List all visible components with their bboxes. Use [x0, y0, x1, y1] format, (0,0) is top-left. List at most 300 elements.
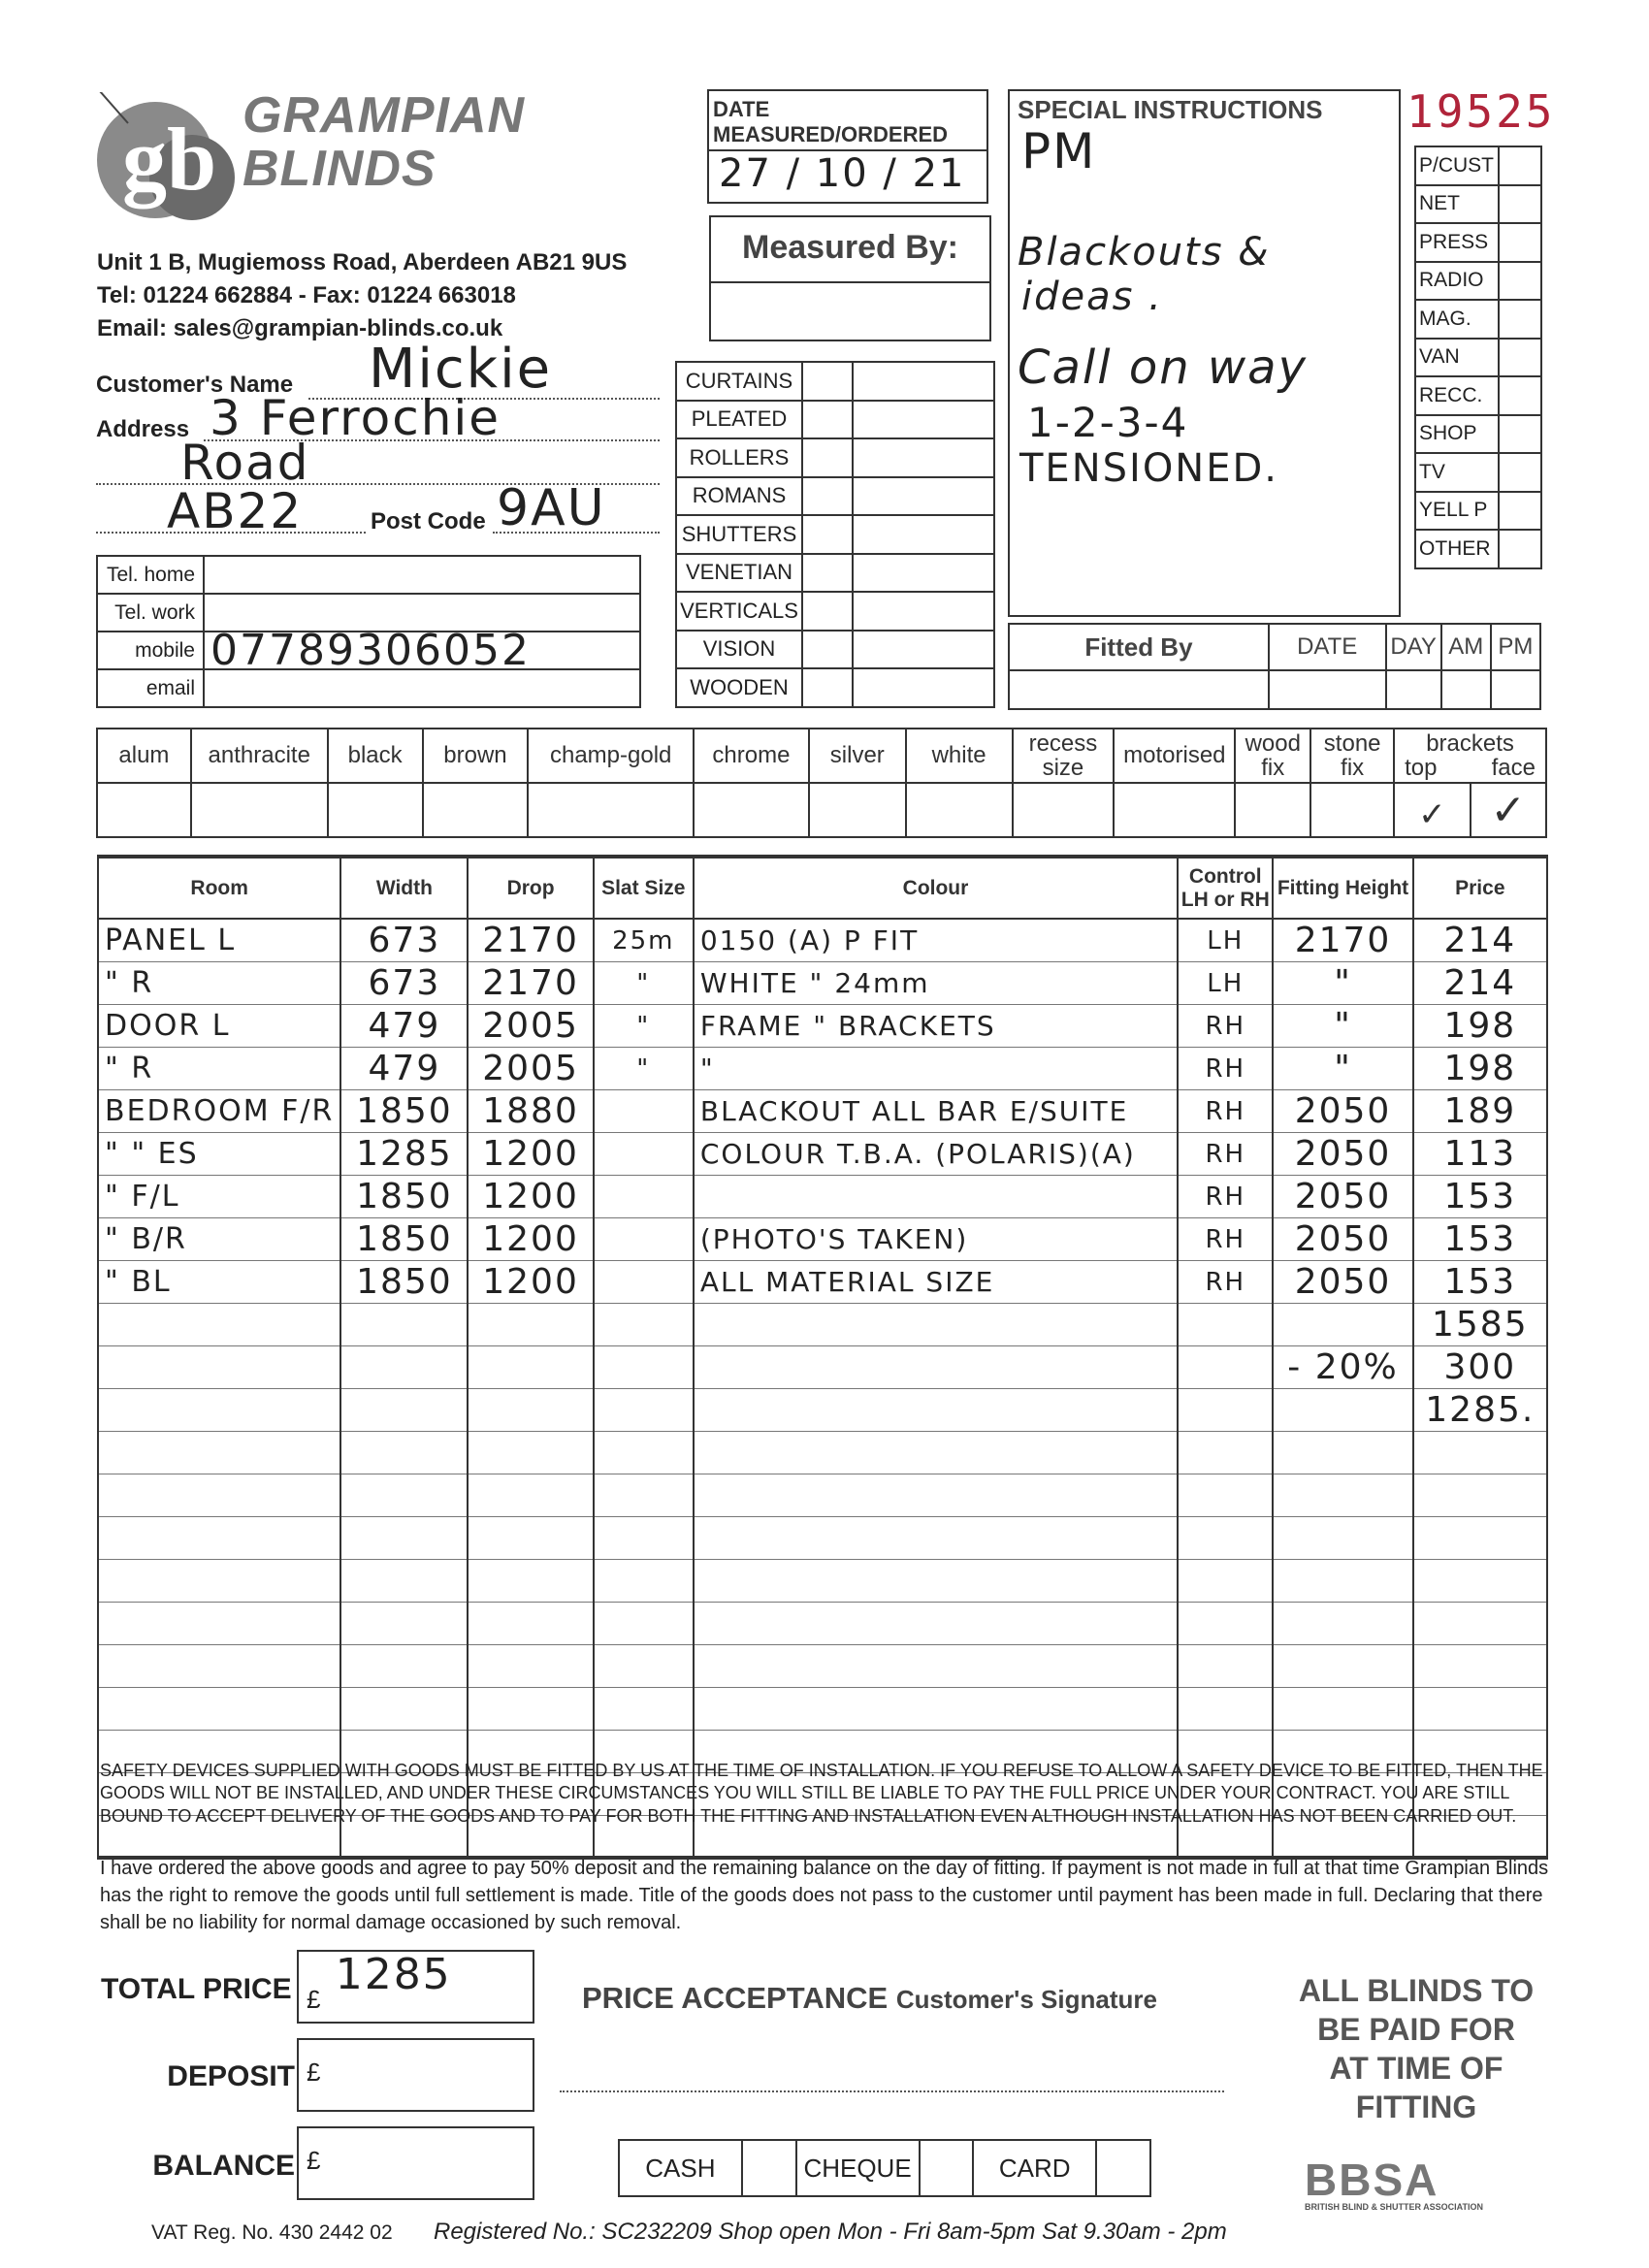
source-checkbox[interactable] — [1499, 300, 1541, 339]
order-cell-slat[interactable] — [594, 1602, 694, 1644]
order-cell-price[interactable] — [1413, 1602, 1547, 1644]
order-cell-colour[interactable] — [694, 1559, 1178, 1602]
product-type-notes[interactable] — [853, 515, 994, 554]
contact-label: mobile — [97, 632, 204, 669]
order-cell-colour[interactable] — [694, 1687, 1178, 1730]
product-type-row — [676, 631, 994, 669]
option-checkbox[interactable] — [906, 783, 1013, 837]
postcode-value[interactable]: 9AU — [497, 479, 606, 537]
product-type-notes[interactable] — [853, 362, 994, 401]
order-cell-drop[interactable] — [468, 961, 593, 1004]
order-cell-room[interactable] — [98, 1644, 340, 1687]
order-cell-fitting[interactable] — [1273, 1388, 1412, 1431]
order-value-fitting: 2050 — [1294, 1262, 1392, 1302]
order-cell-price[interactable] — [1413, 1687, 1547, 1730]
date-label-line1: DATE — [713, 97, 770, 121]
fitted-am-value[interactable] — [1441, 670, 1491, 709]
brackets-checkboxes — [1394, 783, 1546, 837]
col-room: Room — [98, 857, 340, 919]
special-instructions-line-5[interactable]: 1-2-3-4 — [1027, 399, 1189, 446]
product-type-checkbox[interactable] — [802, 631, 853, 669]
order-cell-room[interactable] — [98, 1687, 340, 1730]
order-cell-price[interactable] — [1413, 919, 1547, 961]
order-cell-control[interactable] — [1178, 1217, 1273, 1260]
option-checkbox[interactable] — [423, 783, 529, 837]
order-cell-drop[interactable] — [468, 1474, 593, 1516]
order-cell-price[interactable] — [1413, 1089, 1547, 1132]
order-cell-width[interactable] — [340, 1004, 468, 1047]
address-value-3[interactable]: AB22 — [167, 483, 304, 539]
source-checkbox[interactable] — [1499, 223, 1541, 262]
order-cell-colour[interactable] — [694, 961, 1178, 1004]
product-type-notes[interactable] — [853, 438, 994, 477]
notice-line-4: FITTING — [1355, 2090, 1477, 2124]
order-cell-control[interactable] — [1178, 1132, 1273, 1175]
order-cell-slat[interactable] — [594, 961, 694, 1004]
customer-name-label: Customer's Name — [96, 372, 294, 398]
order-cell-control[interactable] — [1178, 1644, 1273, 1687]
order-cell-price[interactable] — [1413, 1431, 1547, 1474]
product-type-notes[interactable] — [853, 592, 994, 631]
order-cell-control[interactable] — [1178, 1303, 1273, 1345]
order-cell-room[interactable] — [98, 1602, 340, 1644]
order-cell-control[interactable] — [1178, 1388, 1273, 1431]
order-cell-drop[interactable] — [468, 1687, 593, 1730]
deposit-box[interactable] — [297, 2038, 534, 2112]
order-cell-fitting[interactable] — [1273, 1132, 1412, 1175]
option-checkbox[interactable] — [328, 783, 423, 837]
source-label: NET — [1415, 185, 1499, 224]
order-cell-colour[interactable] — [694, 1089, 1178, 1132]
source-checkbox[interactable] — [1499, 492, 1541, 531]
order-value-price: 198 — [1443, 1049, 1517, 1088]
source-checkbox[interactable] — [1499, 530, 1541, 568]
order-value-fitting: 2170 — [1294, 921, 1392, 961]
order-cell-price[interactable] — [1413, 1260, 1547, 1303]
brackets-face-tick[interactable]: ✓ — [1490, 787, 1527, 834]
special-instructions-line-2[interactable]: Blackouts & — [1018, 230, 1271, 275]
payment-notice — [1261, 1971, 1571, 2126]
order-cell-colour[interactable] — [694, 1474, 1178, 1516]
order-cell-drop[interactable] — [468, 1217, 593, 1260]
order-cell-price[interactable] — [1413, 1388, 1547, 1431]
order-cell-drop[interactable] — [468, 1644, 593, 1687]
postcode-label: Post Code — [371, 508, 486, 535]
fitted-by-value[interactable] — [1009, 670, 1269, 709]
contact-value[interactable]: 07789306052 — [204, 632, 640, 669]
order-cell-price[interactable] — [1413, 1474, 1547, 1516]
order-cell-width[interactable] — [340, 1345, 468, 1388]
special-instructions-label: SPECIAL INSTRUCTIONS — [1018, 95, 1323, 124]
order-cell-slat[interactable] — [594, 1132, 694, 1175]
order-cell-colour[interactable] — [694, 1345, 1178, 1388]
order-cell-width[interactable] — [340, 961, 468, 1004]
order-cell-price[interactable] — [1413, 1217, 1547, 1260]
brackets-top-tick[interactable]: ✓ — [1395, 784, 1471, 836]
order-cell-control[interactable] — [1178, 1516, 1273, 1559]
contact-value[interactable] — [204, 669, 640, 707]
order-cell-control[interactable] — [1178, 1175, 1273, 1217]
special-instructions-line-4[interactable]: Call on way — [1018, 340, 1308, 395]
order-cell-control[interactable] — [1178, 1260, 1273, 1303]
product-type-notes[interactable] — [853, 477, 994, 516]
registered-info: Registered No.: SC232209 Shop open Mon - Fri 8am-5pm Sat 9.30am - 2pm — [434, 2219, 1227, 2245]
total-price-value[interactable]: 1285 — [335, 1950, 452, 1999]
order-cell-width[interactable] — [340, 1687, 468, 1730]
product-type-checkbox[interactable] — [802, 515, 853, 554]
product-type-notes[interactable] — [853, 401, 994, 439]
order-value-slat: " — [636, 968, 651, 998]
order-cell-drop[interactable] — [468, 1260, 593, 1303]
order-cell-drop[interactable] — [468, 1431, 593, 1474]
order-cell-slat[interactable] — [594, 1644, 694, 1687]
source-row — [1415, 530, 1541, 568]
address-value-1[interactable]: 3 Ferrochie — [210, 390, 501, 446]
order-value-colour: ALL MATERIAL SIZE — [699, 1265, 995, 1298]
order-cell-width[interactable] — [340, 1217, 468, 1260]
order-cell-control[interactable] — [1178, 1431, 1273, 1474]
order-cell-fitting[interactable] — [1273, 1559, 1412, 1602]
order-cell-room[interactable] — [98, 1559, 340, 1602]
order-cell-room[interactable] — [98, 1303, 340, 1345]
order-cell-width[interactable] — [340, 1260, 468, 1303]
product-type-label: VISION — [676, 631, 802, 669]
option-label: stone fix — [1310, 729, 1394, 783]
order-row — [98, 1559, 1547, 1602]
order-cell-width[interactable] — [340, 1644, 468, 1687]
order-cell-room[interactable] — [98, 1089, 340, 1132]
order-cell-room[interactable] — [98, 1217, 340, 1260]
product-type-checkbox[interactable] — [802, 438, 853, 477]
order-cell-room[interactable] — [98, 1175, 340, 1217]
price-acceptance-label: PRICE ACCEPTANCE — [582, 1981, 889, 2015]
payment-method-label: CHEQUE — [796, 2140, 920, 2196]
product-type-checkbox[interactable] — [802, 401, 853, 439]
option-label: chrome — [694, 729, 809, 783]
brackets-header — [1394, 729, 1546, 783]
order-cell-price[interactable] — [1413, 961, 1547, 1004]
source-label: MAG. — [1415, 300, 1499, 339]
order-cell-colour[interactable] — [694, 1217, 1178, 1260]
order-cell-drop[interactable] — [468, 1345, 593, 1388]
product-type-checkbox[interactable] — [802, 477, 853, 516]
fitted-by-label: Fitted By — [1009, 624, 1269, 670]
order-cell-room[interactable] — [98, 1388, 340, 1431]
contact-label: Tel. work — [97, 594, 204, 632]
order-cell-drop[interactable] — [468, 919, 593, 961]
order-cell-fitting[interactable] — [1273, 1175, 1412, 1217]
order-cell-fitting[interactable] — [1273, 1516, 1412, 1559]
order-cell-colour[interactable] — [694, 1644, 1178, 1687]
company-name-line1: GRAMPIAN — [242, 87, 526, 144]
order-cell-drop[interactable] — [468, 1132, 593, 1175]
order-cell-room[interactable] — [98, 1047, 340, 1089]
order-cell-width[interactable] — [340, 1303, 468, 1345]
order-cell-fitting[interactable] — [1273, 961, 1412, 1004]
order-cell-width[interactable] — [340, 1047, 468, 1089]
order-cell-width[interactable] — [340, 1474, 468, 1516]
order-cell-colour[interactable] — [694, 919, 1178, 961]
order-cell-width[interactable] — [340, 1175, 468, 1217]
order-cell-room[interactable] — [98, 1260, 340, 1303]
order-cell-fitting[interactable] — [1273, 1217, 1412, 1260]
order-value-drop: 2005 — [482, 1049, 579, 1088]
order-cell-slat[interactable] — [594, 1004, 694, 1047]
order-cell-width[interactable] — [340, 1559, 468, 1602]
source-row — [1415, 185, 1541, 224]
product-type-checkbox[interactable] — [802, 668, 853, 707]
order-cell-fitting[interactable] — [1273, 1687, 1412, 1730]
balance-label: BALANCE — [152, 2150, 295, 2182]
product-type-row — [676, 438, 994, 477]
option-label: anthracite — [191, 729, 328, 783]
order-cell-fitting[interactable] — [1273, 1345, 1412, 1388]
order-value-width: 479 — [368, 1049, 441, 1088]
order-cell-fitting[interactable] — [1273, 1644, 1412, 1687]
source-checkbox[interactable] — [1499, 453, 1541, 492]
order-cell-control[interactable] — [1178, 1602, 1273, 1644]
order-cell-colour[interactable] — [694, 1047, 1178, 1089]
option-checkbox[interactable] — [809, 783, 906, 837]
payment-method-checkbox[interactable] — [920, 2140, 974, 2196]
order-cell-fitting[interactable] — [1273, 1004, 1412, 1047]
order-value-width: 1285 — [356, 1134, 453, 1174]
order-cell-colour[interactable] — [694, 1132, 1178, 1175]
address-value-2[interactable]: Road — [180, 435, 310, 491]
order-cell-slat[interactable] — [594, 1303, 694, 1345]
option-label: white — [906, 729, 1013, 783]
order-cell-control[interactable] — [1178, 1004, 1273, 1047]
order-cell-slat[interactable] — [594, 1047, 694, 1089]
contact-label: email — [97, 669, 204, 707]
vat-number: VAT Reg. No. 430 2442 02 — [151, 2221, 393, 2244]
order-cell-slat[interactable] — [594, 919, 694, 961]
option-checkbox[interactable] — [1235, 783, 1310, 837]
product-type-checkbox[interactable] — [802, 362, 853, 401]
company-logo — [95, 92, 241, 228]
order-value-price: 1585 — [1432, 1305, 1529, 1345]
order-cell-slat[interactable] — [594, 1260, 694, 1303]
order-value-control: LH — [1207, 968, 1245, 998]
order-cell-slat[interactable] — [594, 1175, 694, 1217]
date-box — [707, 89, 988, 204]
order-cell-price[interactable] — [1413, 1047, 1547, 1089]
order-cell-slat[interactable] — [594, 1345, 694, 1388]
order-value-control: RH — [1205, 1053, 1246, 1084]
colour-options-table — [96, 728, 1547, 838]
source-checkbox[interactable] — [1499, 339, 1541, 377]
order-cell-fitting[interactable] — [1273, 1602, 1412, 1644]
brackets-top-label: top — [1405, 755, 1438, 781]
notice-line-1: ALL BLINDS TO — [1298, 1973, 1535, 2008]
order-cell-drop[interactable] — [468, 1559, 593, 1602]
order-cell-control[interactable] — [1178, 1687, 1273, 1730]
fitted-pm-value[interactable] — [1491, 670, 1540, 709]
order-cell-slat[interactable] — [594, 1687, 694, 1730]
special-instructions-line-1[interactable]: PM — [1021, 123, 1097, 179]
order-value-control: RH — [1205, 1139, 1246, 1169]
source-checkbox[interactable] — [1499, 376, 1541, 415]
product-type-notes[interactable] — [853, 631, 994, 669]
fitted-day-value[interactable] — [1386, 670, 1441, 709]
product-type-notes[interactable] — [853, 668, 994, 707]
order-cell-width[interactable] — [340, 1132, 468, 1175]
order-cell-price[interactable] — [1413, 1303, 1547, 1345]
order-cell-colour[interactable] — [694, 1004, 1178, 1047]
order-cell-room[interactable] — [98, 919, 340, 961]
brackets-label: brackets — [1426, 729, 1514, 757]
source-checkbox[interactable] — [1499, 262, 1541, 301]
order-cell-price[interactable] — [1413, 1644, 1547, 1687]
order-cell-slat[interactable] — [594, 1516, 694, 1559]
source-checkbox[interactable] — [1499, 415, 1541, 454]
order-cell-fitting[interactable] — [1273, 1047, 1412, 1089]
order-cell-control[interactable] — [1178, 1559, 1273, 1602]
company-phone: Tel: 01224 662884 - Fax: 01224 663018 — [97, 282, 516, 309]
price-acceptance — [582, 1981, 1157, 2016]
order-cell-fitting[interactable] — [1273, 1431, 1412, 1474]
order-cell-drop[interactable] — [468, 1602, 593, 1644]
order-cell-width[interactable] — [340, 1516, 468, 1559]
order-cell-colour[interactable] — [694, 1260, 1178, 1303]
product-type-label: VENETIAN — [676, 554, 802, 593]
order-cell-room[interactable] — [98, 961, 340, 1004]
order-value-control: RH — [1205, 1224, 1246, 1254]
order-cell-slat[interactable] — [594, 1474, 694, 1516]
order-cell-colour[interactable] — [694, 1388, 1178, 1431]
payment-method-table — [618, 2139, 1151, 2197]
order-cell-price[interactable] — [1413, 1516, 1547, 1559]
order-value-fitting: 2050 — [1294, 1177, 1392, 1216]
order-cell-slat[interactable] — [594, 1217, 694, 1260]
order-cell-control[interactable] — [1178, 1345, 1273, 1388]
order-cell-colour[interactable] — [694, 1431, 1178, 1474]
source-label: YELL P — [1415, 492, 1499, 531]
order-cell-fitting[interactable] — [1273, 1089, 1412, 1132]
order-cell-drop[interactable] — [468, 1004, 593, 1047]
product-type-checkbox[interactable] — [802, 554, 853, 593]
option-checkbox[interactable] — [97, 783, 191, 837]
order-cell-fitting[interactable] — [1273, 1260, 1412, 1303]
option-checkbox[interactable] — [528, 783, 694, 837]
order-cell-width[interactable] — [340, 1431, 468, 1474]
order-cell-price[interactable] — [1413, 1004, 1547, 1047]
order-cell-fitting[interactable] — [1273, 1303, 1412, 1345]
order-cell-width[interactable] — [340, 1602, 468, 1644]
order-cell-drop[interactable] — [468, 1388, 593, 1431]
order-cell-colour[interactable] — [694, 1602, 1178, 1644]
source-checkbox[interactable] — [1499, 146, 1541, 185]
order-value-room: " R — [105, 965, 154, 1000]
order-cell-colour[interactable] — [694, 1175, 1178, 1217]
option-checkbox[interactable] — [1114, 783, 1235, 837]
bbsa-full: BRITISH BLIND & SHUTTER ASSOCIATION — [1305, 2202, 1483, 2212]
customer-name-value[interactable]: Mickie — [369, 338, 553, 401]
order-cell-price[interactable] — [1413, 1132, 1547, 1175]
order-cell-slat[interactable] — [594, 1559, 694, 1602]
col-drop: Drop — [468, 857, 593, 919]
order-cell-control[interactable] — [1178, 961, 1273, 1004]
option-checkbox[interactable] — [694, 783, 809, 837]
order-value-colour: COLOUR T.B.A. (POLARIS)(A) — [699, 1137, 1136, 1170]
col-control: Control LH or RH — [1178, 857, 1273, 919]
source-row — [1415, 453, 1541, 492]
source-row — [1415, 339, 1541, 377]
order-cell-drop[interactable] — [468, 1089, 593, 1132]
fitted-date-value[interactable] — [1269, 670, 1386, 709]
order-value-width: 1850 — [356, 1091, 453, 1131]
order-cell-colour[interactable] — [694, 1516, 1178, 1559]
measured-by-value[interactable] — [711, 283, 989, 340]
order-value-price: 1285. — [1425, 1390, 1536, 1430]
fitted-pm-label: PM — [1491, 624, 1540, 670]
order-cell-width[interactable] — [340, 1089, 468, 1132]
contact-value[interactable] — [204, 556, 640, 594]
order-cell-width[interactable] — [340, 919, 468, 961]
order-cell-fitting[interactable] — [1273, 1474, 1412, 1516]
fitted-date-label: DATE — [1269, 624, 1386, 670]
product-type-row — [676, 401, 994, 439]
order-cell-price[interactable] — [1413, 1559, 1547, 1602]
order-value-room: DOOR L — [105, 1008, 231, 1043]
contact-row — [97, 669, 640, 707]
signature-line[interactable] — [560, 2090, 1224, 2092]
order-cell-slat[interactable] — [594, 1089, 694, 1132]
order-cell-drop[interactable] — [468, 1303, 593, 1345]
order-cell-drop[interactable] — [468, 1175, 593, 1217]
order-cell-control[interactable] — [1178, 919, 1273, 961]
order-cell-width[interactable] — [340, 1388, 468, 1431]
option-checkbox[interactable] — [1310, 783, 1394, 837]
balance-box[interactable] — [297, 2126, 534, 2200]
contact-label: Tel. home — [97, 556, 204, 594]
date-label-line2: MEASURED/ORDERED — [709, 122, 986, 151]
order-cell-slat[interactable] — [594, 1431, 694, 1474]
order-cell-room[interactable] — [98, 1345, 340, 1388]
order-cell-colour[interactable] — [694, 1303, 1178, 1345]
deposit-currency: £ — [307, 2057, 321, 2087]
order-cell-price[interactable] — [1413, 1175, 1547, 1217]
order-cell-room[interactable] — [98, 1132, 340, 1175]
company-address: Unit 1 B, Mugiemoss Road, Aberdeen AB21 9US — [97, 249, 628, 275]
order-cell-control[interactable] — [1178, 1474, 1273, 1516]
option-checkbox[interactable] — [191, 783, 328, 837]
date-value[interactable]: 27 / 10 / 21 — [719, 151, 966, 196]
order-cell-drop[interactable] — [468, 1516, 593, 1559]
order-cell-room[interactable] — [98, 1004, 340, 1047]
special-instructions-line-3[interactable]: ideas . — [1021, 275, 1163, 319]
order-row — [98, 1687, 1547, 1730]
order-cell-price[interactable] — [1413, 1345, 1547, 1388]
order-cell-room[interactable] — [98, 1431, 340, 1474]
measured-by-label: Measured By: — [711, 217, 989, 283]
order-cell-control[interactable] — [1178, 1089, 1273, 1132]
order-cell-slat[interactable] — [594, 1388, 694, 1431]
order-cell-room[interactable] — [98, 1516, 340, 1559]
option-checkbox[interactable] — [1013, 783, 1115, 837]
order-cell-fitting[interactable] — [1273, 919, 1412, 961]
order-cell-control[interactable] — [1178, 1047, 1273, 1089]
product-type-notes[interactable] — [853, 554, 994, 593]
special-instructions-line-6[interactable]: TENSIONED. — [1019, 446, 1279, 491]
order-cell-room[interactable] — [98, 1474, 340, 1516]
product-type-checkbox[interactable] — [802, 592, 853, 631]
total-price-box[interactable] — [297, 1950, 534, 2024]
payment-method-checkbox[interactable] — [1096, 2140, 1150, 2196]
source-checkbox[interactable] — [1499, 185, 1541, 224]
order-cell-drop[interactable] — [468, 1047, 593, 1089]
payment-method-checkbox[interactable] — [742, 2140, 796, 2196]
